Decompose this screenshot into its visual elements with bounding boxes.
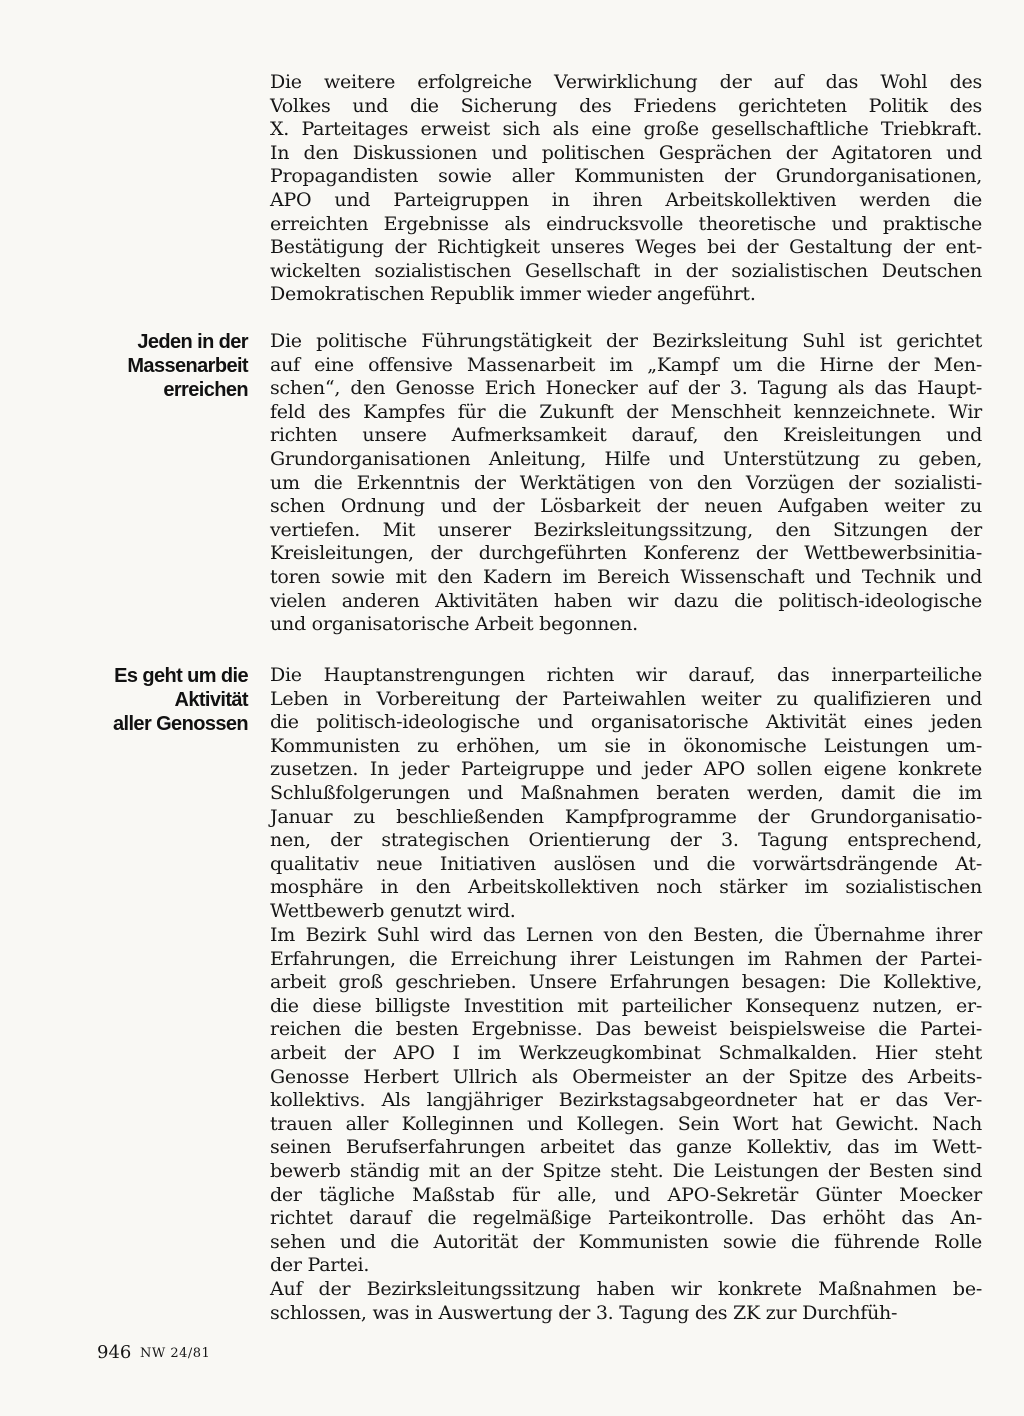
text-line: Grundorganisationen Anleitung, Hilfe und Unterstützung zu geben, [270, 447, 982, 470]
text-line: Die politische Führungstätigkeit der Bezirksleitung Suhl ist gerichtet [270, 330, 982, 352]
paragraph-bezirk-suhl [270, 924, 982, 1278]
text-line: arbeit groß geschrieben. Unsere Erfahrungen besagen: Die Kollektive, [270, 971, 982, 994]
text-line: die diese billigste Investition mit parteilicher Konsequenz nutzen, er- [270, 994, 982, 1017]
text-line: Im Bezirk Suhl wird das Lernen von den Besten, die Übernahme ihrer [270, 924, 982, 946]
paragraph-hauptanstrengungen [270, 664, 982, 924]
margin-heading-line: Massenarbeit [127, 355, 248, 377]
text-line: arbeit der APO I im Werkzeugkombinat Schmalkalden. Hier steht [270, 1041, 982, 1064]
journal-issue: NW 24/81 [140, 1346, 211, 1361]
text-line: Demokratischen Republik immer wieder angeführt. [270, 283, 756, 306]
text-line: erreichten Ergebnisse als eindrucksvolle theoretische und praktische [270, 212, 982, 235]
text-line: toren sowie mit den Kadern im Bereich Wissenschaft und Technik und [270, 565, 982, 588]
text-line: kollektivs. Als langjähriger Bezirkstagsabgeordneter hat er das Ver- [270, 1089, 982, 1112]
text-line: feld des Kampfes für die Zukunft der Menschheit kennzeichnete. Wir [270, 400, 982, 423]
margin-heading-massenarbeit [78, 330, 248, 402]
text-line: Leben in Vorbereitung der Parteiwahlen weiter zu qualifizieren und [270, 687, 982, 710]
page-number: 946 [97, 1342, 132, 1363]
text-line: reichen die besten Ergebnisse. Das beweist beispielsweise die Partei- [270, 1018, 982, 1041]
text-line: richten unsere Aufmerksamkeit darauf, den Kreisleitungen und [270, 424, 982, 447]
text-line: richtet darauf die regelmäßige Parteikontrolle. Das erhöht das An- [270, 1207, 982, 1230]
text-line: Die Hauptanstrengungen richten wir darauf, das innerparteiliche [270, 664, 982, 686]
margin-heading-line: Aktivität [174, 689, 248, 711]
text-line: Bestätigung der Richtigkeit unseres Weges bei der Gestaltung der ent- [270, 236, 982, 259]
text-line: bewerb ständig mit an der Spitze steht. Die Leistungen der Besten sind [270, 1159, 982, 1182]
margin-heading-line: erreichen [163, 379, 248, 401]
text-line: trauen aller Kolleginnen und Kollegen. Sein Wort hat Gewicht. Nach [270, 1112, 982, 1135]
text-line: Januar zu beschließenden Kampfprogramme der Grundorganisatio- [270, 805, 982, 828]
text-line: X. Parteitages erweist sich als eine große gesellschaftliche Triebkraft. [270, 118, 982, 141]
margin-heading-line: Es geht um die [114, 665, 248, 687]
text-line: schen“, den Genosse Erich Honecker auf der 3. Tagung als das Haupt- [270, 377, 982, 400]
text-line: auf eine offensive Massenarbeit im „Kampf um die Hirne der Men- [270, 353, 982, 376]
text-line: Die weitere erfolgreiche Verwirklichung der auf das Wohl des [270, 71, 982, 93]
text-line: Kommunisten zu erhöhen, um sie in ökonomische Leistungen um- [270, 734, 982, 757]
text-line: In den Diskussionen und politischen Gesprächen der Agitatoren und [270, 141, 982, 164]
text-line: Erfahrungen, die Erreichung ihrer Leistungen im Rahmen der Partei- [270, 947, 982, 970]
text-line: vielen anderen Aktivitäten haben wir dazu die politisch-ideologische [270, 589, 982, 612]
text-line: Propagandisten sowie aller Kommunisten der Grundorganisationen, [270, 165, 982, 188]
text-line: Auf der Bezirksleitungssitzung haben wir konkrete Maßnahmen be- [270, 1278, 982, 1300]
text-line: seinen Berufserfahrungen arbeitet das ganze Kollektiv, das im Wett- [270, 1136, 982, 1159]
margin-heading-line: Jeden in der [137, 331, 248, 353]
paragraph-bezirksleitungssitzung [270, 1278, 982, 1325]
text-line: wickelten sozialistischen Gesellschaft in der sozialistischen Deutschen [270, 259, 982, 282]
text-line: und organisatorische Arbeit begonnen. [270, 613, 638, 636]
text-line: qualitativ neue Initiativen auslösen und die vorwärtsdrängende At- [270, 852, 982, 875]
text-line: zusetzen. In jeder Parteigruppe und jeder APO sollen eigene konkrete [270, 758, 982, 781]
text-line: schen Ordnung und der Lösbarkeit der neuen Aufgaben weiter zu [270, 495, 982, 518]
text-line: Volkes und die Sicherung des Friedens gerichteten Politik des [270, 94, 982, 117]
text-line: Wettbewerb genutzt wird. [270, 899, 516, 922]
text-line: vertiefen. Mit unserer Bezirksleitungssitzung, den Sitzungen der [270, 518, 982, 541]
paragraph-intro [270, 71, 982, 307]
text-line: nen, der strategischen Orientierung der 3. Tagung entsprechend, [270, 829, 982, 852]
text-line: der Partei. [270, 1254, 370, 1277]
text-line: um die Erkenntnis der Werktätigen von den Vorzügen der sozialisti- [270, 471, 982, 494]
text-line: Kreisleitungen, der durchgeführten Konferenz der Wettbewerbsinitia- [270, 542, 982, 565]
text-line: die politisch-ideologische und organisatorische Aktivität eines jeden [270, 711, 982, 734]
margin-heading-line: aller Genossen [113, 713, 248, 735]
text-line: schlossen, was in Auswertung der 3. Tagung des ZK zur Durchfüh- [270, 1301, 898, 1324]
text-line: mosphäre in den Arbeitskollektiven noch stärker im sozialistischen [270, 876, 982, 899]
text-line: der tägliche Maßstab für alle, und APO-Sekretär Günter Moecker [270, 1183, 982, 1206]
text-line: APO und Parteigruppen in ihren Arbeitskollektiven werden die [270, 188, 982, 211]
text-line: Genosse Herbert Ullrich als Obermeister an der Spitze des Arbeits- [270, 1065, 982, 1088]
margin-heading-aktivitaet [78, 664, 248, 736]
text-line: sehen und die Autorität der Kommunisten sowie die führende Rolle [270, 1230, 982, 1253]
paragraph-fuehrungstaetigkeit [270, 330, 982, 637]
text-line: Schlußfolgerungen und Maßnahmen beraten werden, damit die im [270, 781, 982, 804]
